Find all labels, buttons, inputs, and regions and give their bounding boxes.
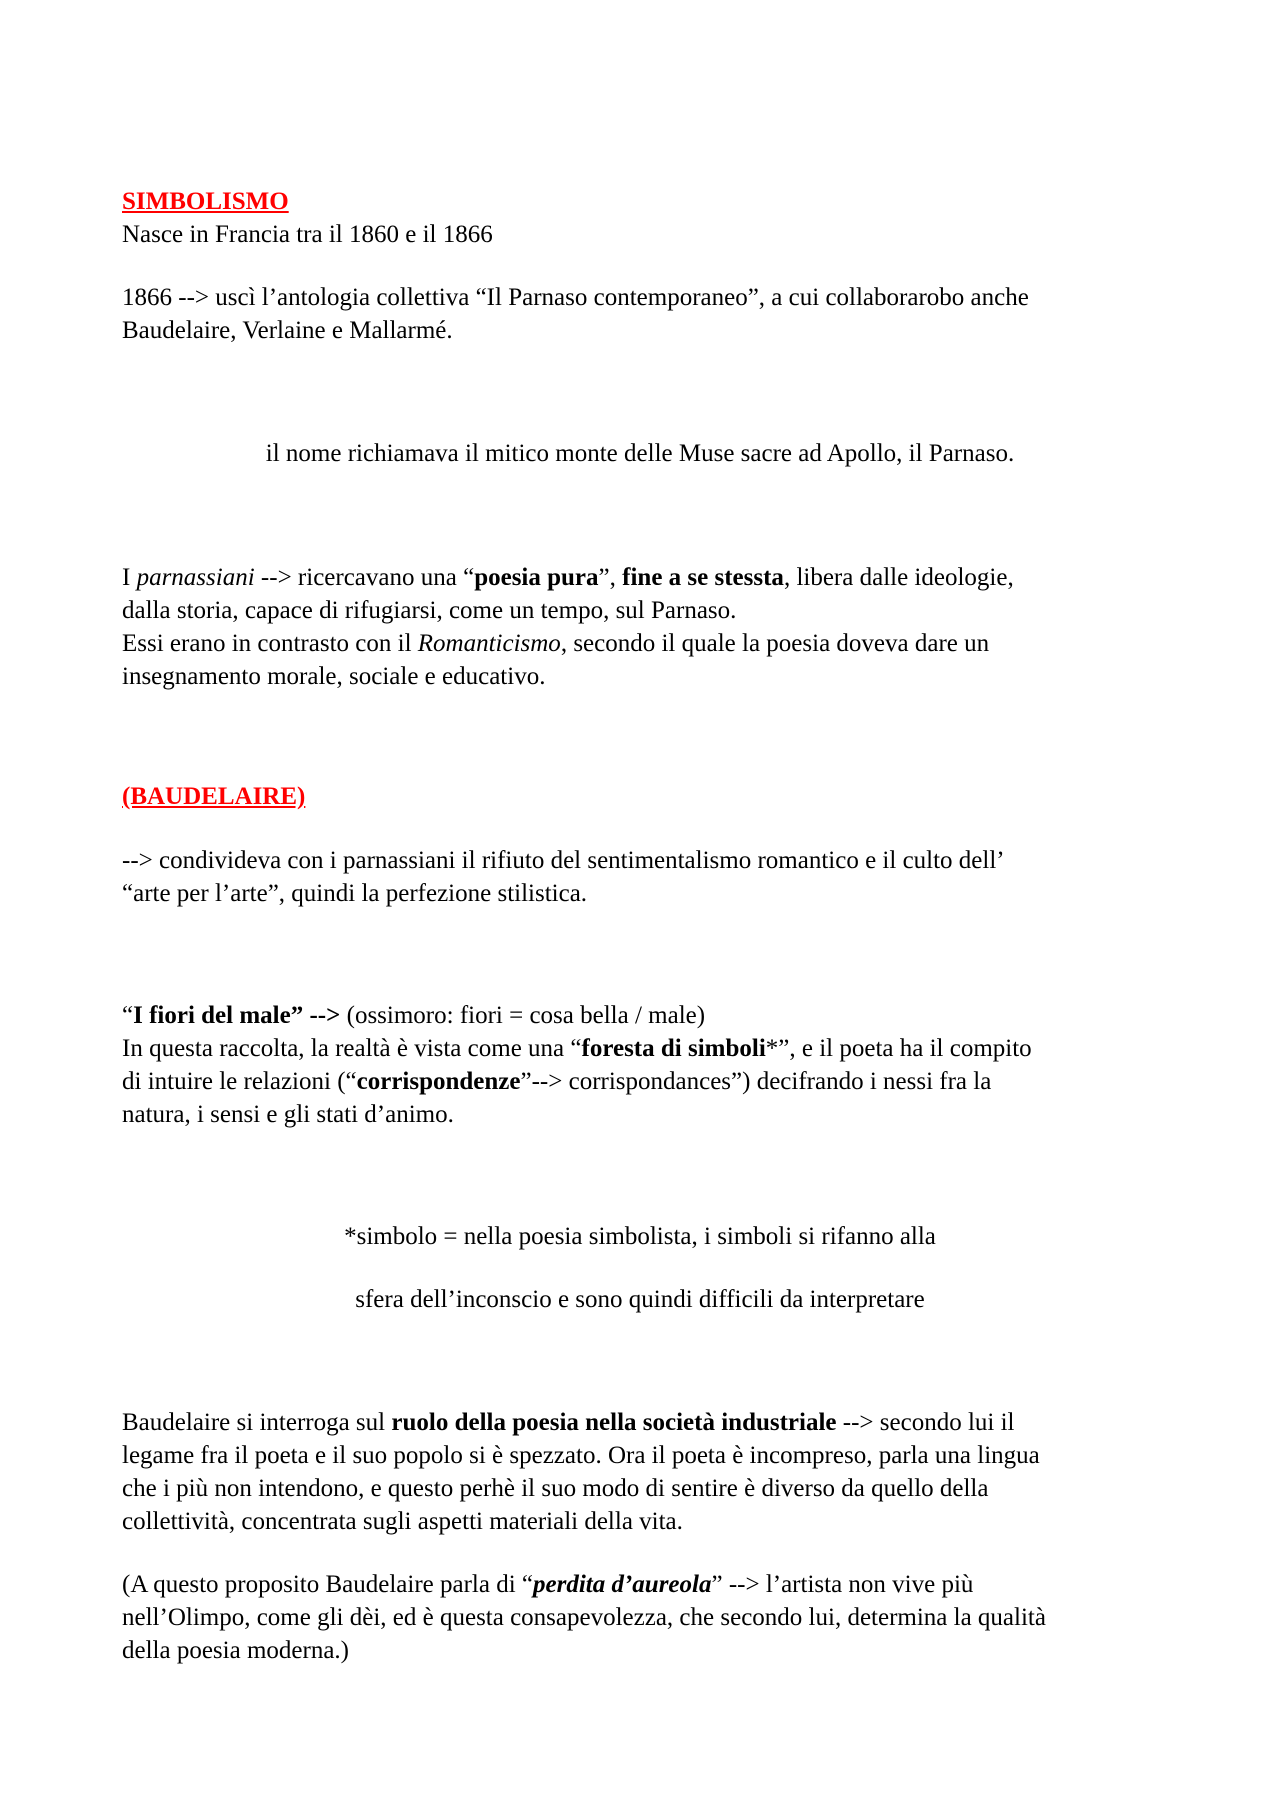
paragraph-aureola-line2: nell’Olimpo, come gli dèi, ed è questa consapevolezza, che secondo lui, determina la qualità [122,1604,1046,1631]
text-span: ” --> l’artista non vive più [711,1571,974,1598]
paragraph-fiori-line1 [122,999,705,1032]
paragraph-parnassiani-line3 [122,627,989,660]
note-simbolo-line1: *simbolo = nella poesia simbolista, i simboli si rifanno alla [344,1223,936,1250]
text-span: di intuire le relazioni (“ [122,1068,357,1095]
note-parnaso: il nome richiamava il mitico monte delle Muse sacre ad Apollo, il Parnaso. [265,440,1015,467]
paragraph-fiori-line2 [122,1032,1032,1065]
text-span: , secondo il quale la poesia doveva dare un [560,630,990,657]
term-perdita-aureola: perdita d’aureola [533,1571,712,1598]
text-span: (A questo proposito Baudelaire parla di “ [122,1571,533,1598]
text-span: Baudelaire si interroga sul [122,1409,392,1436]
paragraph-fiori-line3 [122,1065,991,1098]
term-foresta-di-simboli: foresta di simboli [581,1035,766,1062]
paragraph-antologia-line1: 1866 --> uscì l’antologia collettiva “Il Parnaso contemporaneo”, a cui collaborarobo anche [122,284,1029,311]
text-span: In questa raccolta, la realtà è vista come una “ [122,1035,582,1062]
term-ruolo-poesia: ruolo della poesia nella società industriale [391,1409,837,1436]
paragraph-ruolo-line3: che i più non intendono, e questo perhè il suo modo di sentire è diverso da quello della [122,1475,989,1502]
term-fiori-del-male: I fiori del male” --> [133,1002,341,1029]
text-span: “ [122,1002,134,1029]
paragraph-aureola-line1 [122,1568,973,1601]
paragraph-condivideva-line1: --> condivideva con i parnassiani il rifiuto del sentimentalismo romantico e il culto dell’ [122,847,1005,874]
heading-simbolismo: SIMBOLISMO [122,188,289,215]
term-fine-a-se-stessa: fine a se stessta [622,564,784,591]
paragraph-parnassiani-line2: dalla storia, capace di rifugiarsi, come un tempo, sul Parnaso. [122,597,737,624]
paragraph-ruolo-line4: collettività, concentrata sugli aspetti materiali della vita. [122,1508,683,1535]
paragraph-origin: Nasce in Francia tra il 1860 e il 1866 [122,221,493,248]
heading-baudelaire: (BAUDELAIRE) [122,783,306,810]
text-span: ”--> corrispondances”) decifrando i nessi fra la [520,1068,992,1095]
text-span: , libera dalle ideologie, [783,564,1014,591]
term-poesia-pura: poesia pura [474,564,599,591]
paragraph-condivideva-line2: “arte per l’arte”, quindi la perfezione stilistica. [122,880,588,907]
term-parnassiani: parnassiani [136,564,255,591]
text-span: (ossimoro: fiori = cosa bella / male) [340,1002,706,1029]
paragraph-parnassiani-line4: insegnamento morale, sociale e educativo. [122,663,546,690]
text-span: Essi erano in contrasto con il [122,630,418,657]
paragraph-ruolo-line1 [122,1406,1015,1439]
paragraph-antologia-line2: Baudelaire, Verlaine e Mallarmé. [122,317,453,344]
text-span: --> secondo lui il [836,1409,1015,1436]
term-corrispondenze: corrispondenze [356,1068,521,1095]
text-span: *”, e il poeta ha il compito [765,1035,1032,1062]
note-simbolo-line2: sfera dell’inconscio e sono quindi difficili da interpretare [355,1286,925,1313]
paragraph-parnassiani-line1 [122,561,1014,594]
paragraph-ruolo-line2: legame fra il poeta e il suo popolo si è spezzato. Ora il poeta è incompreso, parla una lingua [122,1442,1040,1469]
paragraph-fiori-line4: natura, i sensi e gli stati d’animo. [122,1101,454,1128]
text-span: --> ricercavano una “ [254,564,475,591]
text-span: ”, [598,564,623,591]
paragraph-aureola-line3: della poesia moderna.) [122,1637,349,1664]
term-romanticismo: Romanticismo [417,630,561,657]
text-span: I [122,564,137,591]
